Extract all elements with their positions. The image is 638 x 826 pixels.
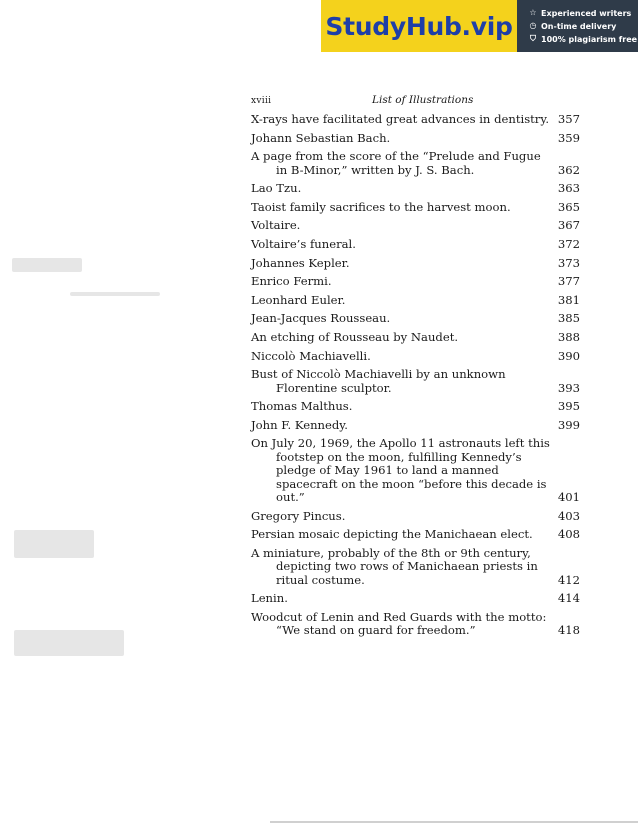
feature-on-time-delivery (529, 21, 638, 32)
illustration-caption: Lenin. (251, 591, 288, 606)
page-number: 363 (557, 181, 580, 196)
page-number: 390 (557, 348, 580, 363)
list-item (251, 113, 581, 126)
list-item (251, 368, 581, 395)
illustration-caption: Leonhard Euler. (251, 292, 346, 307)
document-page (251, 94, 581, 643)
illustration-caption: Johann Sebastian Bach. (251, 130, 391, 145)
list-item (251, 331, 581, 344)
illustration-caption: A page from the score of the “Prelude and Fugue in B-Minor,” written by J. S. Bach. (251, 149, 541, 177)
page-number: 395 (557, 399, 580, 414)
list-item (251, 294, 581, 307)
list-item (251, 547, 581, 587)
page-number: 359 (557, 130, 580, 145)
page-number: 372 (557, 236, 580, 251)
illustration-caption: A miniature, probably of the 8th or 9th century, depicting two rows of Manichaean priests in ritual costume. (251, 545, 538, 587)
list-item (251, 219, 581, 232)
page-number: 373 (557, 255, 580, 270)
page-number: 418 (557, 623, 580, 638)
illustration-caption: An etching of Rousseau by Naudet. (251, 329, 459, 344)
list-item (251, 201, 581, 214)
page-number: 365 (557, 199, 580, 214)
scan-bottom-edge (270, 821, 638, 823)
feature-label: Experienced writers (541, 8, 632, 18)
feature-experienced-writers (529, 8, 638, 19)
list-item (251, 611, 581, 638)
scan-artifact (12, 258, 82, 272)
list-item (251, 510, 581, 523)
page-number: 385 (557, 311, 580, 326)
illustration-caption: Niccolò Machiavelli. (251, 348, 371, 363)
illustration-caption: Enrico Fermi. (251, 274, 332, 289)
list-item (251, 437, 581, 504)
scan-artifact (14, 530, 94, 558)
page-folio: xviii (251, 96, 272, 106)
page-number: 401 (557, 489, 580, 504)
illustration-caption: Gregory Pincus. (251, 508, 346, 523)
illustration-caption: Persian mosaic depicting the Manichaean elect. (251, 527, 533, 542)
scan-artifact (70, 292, 160, 296)
illustration-caption: Woodcut of Lenin and Red Guards with the motto: “We stand on guard for freedom.” (251, 609, 547, 638)
illustration-caption: Jean-Jacques Rousseau. (251, 311, 391, 326)
list-item (251, 419, 581, 432)
list-item (251, 132, 581, 145)
page-number: 357 (557, 112, 580, 126)
illustration-caption: Lao Tzu. (251, 181, 302, 196)
page-number: 414 (557, 591, 580, 606)
page-number: 393 (557, 380, 580, 395)
list-item (251, 528, 581, 541)
star-icon: ☆ (529, 8, 537, 17)
page-number: 381 (557, 292, 580, 307)
clock-icon: ◷ (529, 21, 537, 30)
list-item (251, 238, 581, 251)
illustration-caption: Voltaire’s funeral. (251, 236, 356, 251)
page-number: 377 (557, 274, 580, 289)
illustration-caption: Johannes Kepler. (251, 255, 350, 270)
page-number: 367 (557, 218, 580, 233)
page-number: 399 (557, 417, 580, 432)
feature-label: On-time delivery (541, 21, 617, 31)
section-title: List of Illustrations (372, 94, 474, 106)
list-item (251, 350, 581, 363)
list-item (251, 182, 581, 195)
studyhub-logo-text: StudyHub.vip (325, 11, 513, 41)
scan-artifact (14, 630, 124, 656)
page-number: 362 (557, 162, 580, 177)
shield-icon: ⛉ (530, 34, 536, 43)
illustration-caption: X-rays have facilitated great advances in dentistry. (251, 112, 550, 126)
illustration-caption: Taoist family sacrifices to the harvest moon. (251, 199, 511, 214)
page-number: 412 (557, 572, 580, 587)
illustration-caption: John F. Kennedy. (251, 417, 348, 432)
ad-banner[interactable] (321, 0, 638, 52)
list-item (251, 150, 581, 177)
illustration-caption: Thomas Malthus. (251, 399, 353, 414)
illustration-list (251, 113, 581, 638)
page-number: 403 (557, 508, 580, 523)
list-item (251, 275, 581, 288)
feature-label: 100% plagiarism free (541, 34, 638, 44)
list-item (251, 257, 581, 270)
list-item (251, 400, 581, 413)
illustration-caption: Bust of Niccolò Machiavelli by an unknown Florentine sculptor. (251, 367, 506, 395)
studyhub-logo-link[interactable] (321, 0, 517, 52)
running-head (251, 94, 581, 110)
list-item (251, 592, 581, 605)
list-item (251, 312, 581, 325)
page-number: 388 (557, 329, 580, 344)
feature-plagiarism-free (529, 34, 638, 45)
illustration-caption: Voltaire. (251, 218, 301, 233)
banner-feature-list (517, 0, 638, 52)
page-number: 408 (557, 527, 580, 542)
illustration-caption: On July 20, 1969, the Apollo 11 astronauts left this footstep on the moon, fulfilling Kennedy’s pledge of May 1961 to land a manned spacecraft on the moon “before this decade is out.” (251, 436, 550, 504)
